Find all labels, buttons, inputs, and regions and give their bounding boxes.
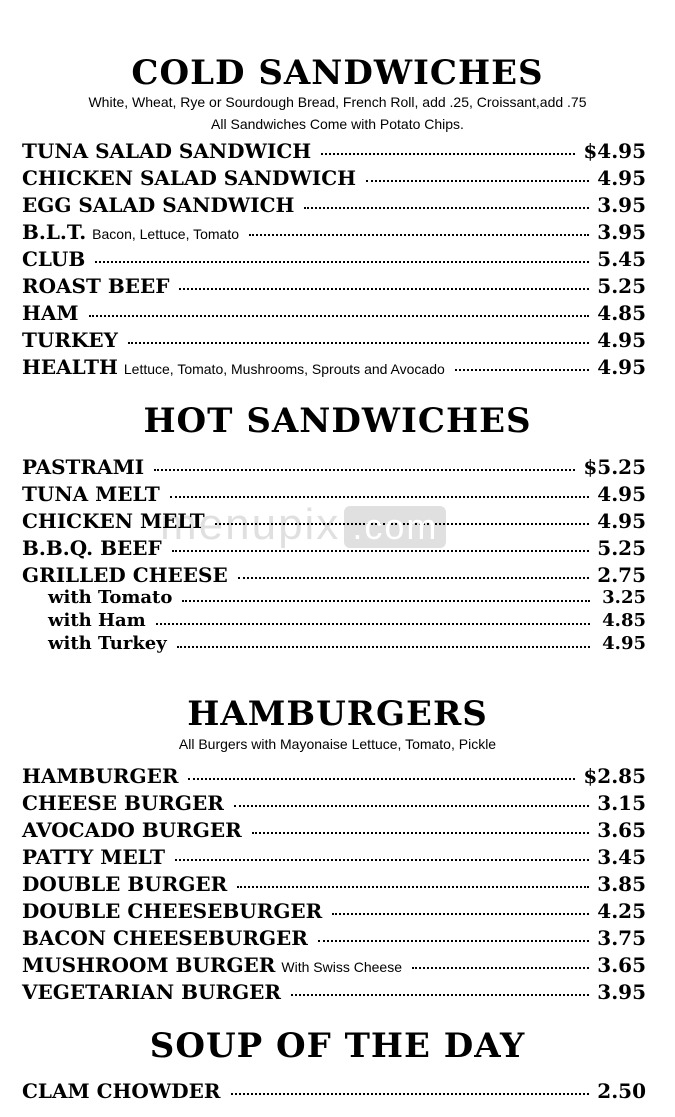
- leader-dots: [182, 600, 590, 602]
- item-name: TUNA SALAD SANDWICH: [22, 139, 312, 163]
- menu-item-roast-beef: [22, 274, 646, 298]
- item-price: 3.95: [597, 193, 646, 217]
- cold-chips-note: All Sandwiches Come with Potato Chips.: [211, 116, 464, 132]
- menu-item-with-turkey: [48, 632, 646, 656]
- item-price: 3.15: [597, 791, 646, 815]
- item-name: TURKEY: [22, 328, 118, 352]
- item-name: CHEESE BURGER: [22, 791, 224, 815]
- item-name: BACON CHEESEBURGER: [22, 926, 308, 950]
- item-name: CLAM CHOWDER: [22, 1079, 221, 1103]
- menu-item-ham: [22, 301, 646, 325]
- item-name: DOUBLE BURGER: [22, 872, 228, 896]
- item-name: DOUBLE CHEESEBURGER: [22, 899, 323, 923]
- hot-sandwiches-title: HOT SANDWICHES: [143, 401, 532, 441]
- menu-item-health: [22, 355, 646, 379]
- leader-dots: [412, 967, 589, 969]
- item-price: 3.95: [597, 980, 646, 1004]
- leader-dots: [291, 994, 589, 996]
- leader-dots: [234, 805, 589, 807]
- menu-item-with-ham: [48, 609, 646, 633]
- item-description: With Swiss Cheese: [281, 959, 402, 975]
- leader-dots: [321, 153, 575, 155]
- leader-dots: [179, 288, 589, 290]
- item-name: HAMBURGER: [22, 764, 179, 788]
- leader-dots: [238, 577, 590, 579]
- menu-item-clam-chowder: [22, 1079, 646, 1103]
- leader-dots: [170, 496, 589, 498]
- item-price: $5.25: [583, 455, 646, 479]
- menu-item-tuna-melt: [22, 482, 646, 506]
- item-price: 2.75: [597, 563, 646, 587]
- item-name: CLUB: [22, 247, 86, 271]
- menu-item-hamburger: [22, 764, 646, 788]
- menu-item-vegetarian-burger: [22, 980, 646, 1004]
- menu-item-cheese-burger: [22, 791, 646, 815]
- leader-dots: [177, 646, 590, 648]
- item-description: Lettuce, Tomato, Mushrooms, Sprouts and Avocado: [123, 361, 445, 377]
- item-price: 3.95: [597, 220, 646, 244]
- leader-dots: [154, 469, 575, 471]
- item-name: EGG SALAD SANDWICH: [22, 193, 295, 217]
- item-name: CHICKEN MELT: [22, 509, 205, 533]
- item-name: GRILLED CHEESE: [22, 563, 228, 587]
- menu-item-tuna-salad: [22, 139, 646, 163]
- item-name: VEGETARIAN BURGER: [22, 980, 282, 1004]
- item-name: with Ham: [48, 610, 146, 631]
- leader-dots: [95, 261, 589, 263]
- menu-item-chicken-salad: [22, 166, 646, 190]
- item-price: 3.65: [597, 818, 646, 842]
- leader-dots: [455, 369, 590, 371]
- item-price: 5.45: [597, 247, 646, 271]
- item-price: 4.95: [602, 633, 646, 654]
- soup-of-the-day-title: SOUP OF THE DAY: [149, 1026, 526, 1066]
- hamburgers-title: HAMBURGERS: [187, 694, 488, 734]
- item-price: 4.95: [597, 482, 646, 506]
- item-price: 3.85: [597, 872, 646, 896]
- menu-item-bacon-cheeseburger: [22, 926, 646, 950]
- cold-sandwiches-title: COLD SANDWICHES: [131, 53, 544, 93]
- watermark-suffix: .com: [344, 506, 446, 548]
- menu-item-pastrami: [22, 455, 646, 479]
- item-name: ROAST BEEF: [22, 274, 170, 298]
- item-name: B.L.T.: [22, 220, 87, 244]
- menu-item-with-tomato: [48, 586, 646, 610]
- leader-dots: [215, 523, 590, 525]
- menu-item-egg-salad: [22, 193, 646, 217]
- menu-item-turkey: [22, 328, 646, 352]
- item-description: Bacon, Lettuce, Tomato: [92, 226, 240, 242]
- leader-dots: [318, 940, 589, 942]
- item-name: HAM: [22, 301, 79, 325]
- leader-dots: [188, 778, 575, 780]
- item-price: 4.95: [597, 509, 646, 533]
- item-name: AVOCADO BURGER: [22, 818, 242, 842]
- watermark-text: menupix: [160, 500, 341, 549]
- menu-item-double-cheeseburger: [22, 899, 646, 923]
- menu-item-grilled-cheese: [22, 563, 646, 587]
- leader-dots: [89, 315, 590, 317]
- leader-dots: [304, 207, 589, 209]
- menu-item-blt: [22, 220, 646, 244]
- leader-dots: [156, 623, 590, 625]
- item-price: $2.85: [583, 764, 646, 788]
- item-price: 3.75: [597, 926, 646, 950]
- item-price: 2.50: [597, 1079, 646, 1103]
- menu-item-avocado-burger: [22, 818, 646, 842]
- item-name: CHICKEN SALAD SANDWICH: [22, 166, 357, 190]
- leader-dots: [175, 859, 589, 861]
- item-price: 5.25: [597, 274, 646, 298]
- item-price: 4.85: [597, 301, 646, 325]
- item-name: PATTY MELT: [22, 845, 165, 869]
- item-name: HEALTH: [22, 355, 118, 379]
- item-name: PASTRAMI: [22, 455, 145, 479]
- leader-dots: [172, 550, 590, 552]
- burgers-note: All Burgers with Mayonaise Lettuce, Tomato, Pickle: [178, 736, 497, 752]
- item-price: 4.85: [602, 610, 646, 631]
- menu-item-bbq-beef: [22, 536, 646, 560]
- item-price: 5.25: [597, 536, 646, 560]
- leader-dots: [366, 180, 589, 182]
- item-price: 4.95: [597, 328, 646, 352]
- leader-dots: [252, 832, 590, 834]
- item-price: $4.95: [583, 139, 646, 163]
- item-name: with Turkey: [48, 633, 167, 654]
- item-price: 4.95: [597, 166, 646, 190]
- leader-dots: [249, 234, 589, 236]
- leader-dots: [332, 913, 589, 915]
- menu-item-club: [22, 247, 646, 271]
- item-price: 3.25: [602, 587, 646, 608]
- item-price: 3.45: [597, 845, 646, 869]
- item-name: TUNA MELT: [22, 482, 160, 506]
- menu-item-mushroom-burger: [22, 953, 646, 977]
- item-price: 4.95: [597, 355, 646, 379]
- item-name: B.B.Q. BEEF: [22, 536, 162, 560]
- cold-bread-note: White, Wheat, Rye or Sourdough Bread, French Roll, add .25, Croissant,add .75: [88, 94, 587, 110]
- item-name: with Tomato: [48, 587, 173, 608]
- menu-item-patty-melt: [22, 845, 646, 869]
- leader-dots: [128, 342, 589, 344]
- item-price: 3.65: [597, 953, 646, 977]
- menu-item-double-burger: [22, 872, 646, 896]
- leader-dots: [237, 886, 589, 888]
- menu-item-chicken-melt: [22, 509, 646, 533]
- item-name: MUSHROOM BURGER: [22, 953, 276, 977]
- leader-dots: [231, 1093, 590, 1095]
- item-price: 4.25: [597, 899, 646, 923]
